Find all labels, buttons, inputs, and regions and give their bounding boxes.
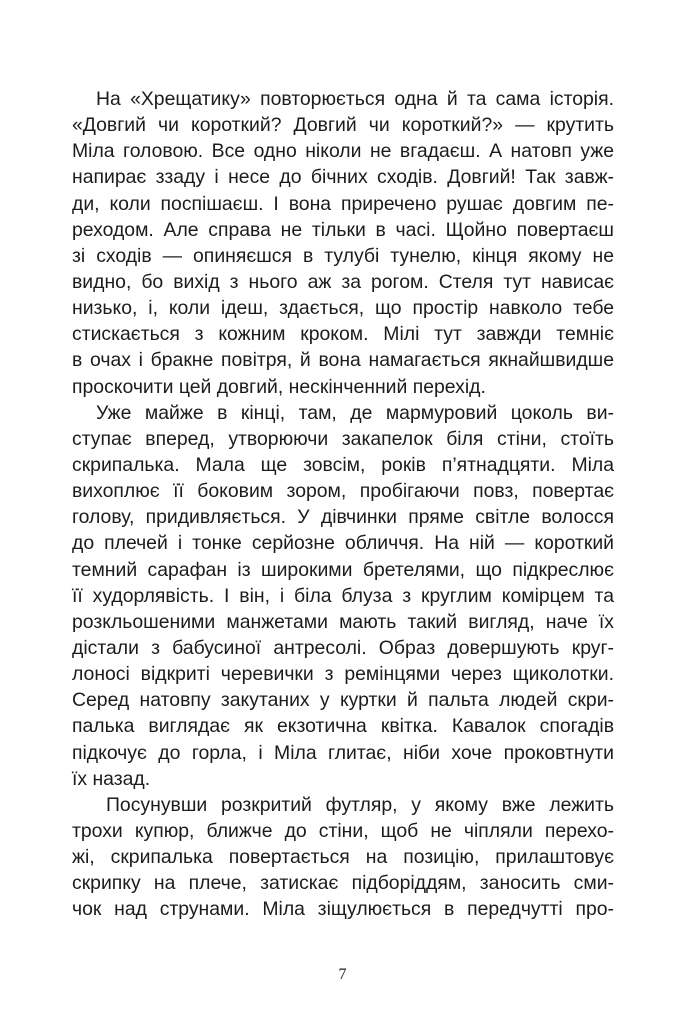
- paragraph-3: [72, 792, 614, 923]
- text-line: в очах і бракне повітря, й вона намагається якнайшвидше: [72, 349, 614, 372]
- text-line: Серед натовпу закутаних у куртки й пальта людей скри-: [72, 689, 614, 712]
- text-line: низько, і, коли ідеш, здається, що простір навколо тебе: [72, 297, 614, 320]
- text-line: скрипку на плече, затискає підборіддям, заносить сми-: [72, 872, 614, 895]
- text-line: темний сарафан із широкими бретелями, що підкреслює: [72, 558, 614, 581]
- text-line: стискається з кожним кроком. Мілі тут завжди темніє: [72, 323, 614, 346]
- text-line: Посунувши розкритий футляр, у якому вже лежить: [106, 793, 614, 816]
- text-line: ди, коли поспішаєш. І вона приречено рушає довгим пе-: [72, 192, 614, 215]
- text-line: Міла головою. Все одно ніколи не вгадаєш. А натовп уже: [72, 140, 614, 163]
- text-line: голову, придивляється. У дівчинки пряме світле волосся: [72, 506, 614, 529]
- paragraph-1: [72, 86, 614, 400]
- text-line: лоносі відкриті черевички з ремінцями через щиколотки.: [72, 663, 614, 686]
- text-line: ступає вперед, утворюючи закапелок біля стіни, стоїть: [72, 427, 614, 450]
- text-line: до плечей і тонке серйозне обличчя. На ній — короткий: [72, 532, 614, 555]
- text-line: дістали з бабусиної антресолі. Образ довершують круг-: [72, 636, 614, 659]
- text-line: трохи купюр, ближче до стіни, щоб не чіпляли перехо-: [72, 819, 614, 842]
- text-line: вихоплює її боковим зором, пробігаючи повз, повертає: [72, 480, 614, 503]
- page-body: [72, 86, 614, 923]
- text-line: скрипалька. Мала ще зовсім, років п’ятнадцяти. Міла: [72, 453, 614, 476]
- text-line: палька виглядає як екзотична квітка. Кавалок спогадів: [72, 715, 614, 738]
- text-line: підкочує до горла, і Міла глитає, ніби хоче проковтнути: [72, 741, 614, 764]
- page-number: 7: [338, 966, 347, 983]
- text-line: чок над струнами. Міла зіщулюється в передчутті про-: [72, 898, 614, 921]
- text-line: їх назад.: [72, 767, 151, 790]
- text-line: розкльошеними манжетами мають такий вигляд, наче їх: [72, 610, 614, 633]
- text-line: реходом. Але справа не тільки в часі. Щойно повертаєш: [72, 218, 614, 241]
- text-line: «Довгий чи короткий? Довгий чи короткий?» — крутить: [72, 114, 614, 137]
- paragraph-2: [72, 400, 614, 792]
- text-line: жі, скрипалька повертається на позицію, прилаштовує: [72, 846, 614, 869]
- text-line: На «Хрещатику» повторюється одна й та сама історія.: [96, 88, 614, 110]
- text-line: Уже майже в кінці, там, де мармуровий цоколь ви-: [96, 401, 614, 424]
- text-line: зі сходів — опиняєшся в тулубі тунелю, кінця якому не: [72, 244, 614, 267]
- text-line: проскочити цей довгий, нескінченний перехід.: [72, 375, 486, 398]
- text-line: напирає ззаду і несе до бічних сходів. Довгий! Так завж-: [72, 166, 614, 189]
- text-line: її худорлявість. І він, і біла блуза з круглим комірцем та: [72, 584, 614, 607]
- text-line: видно, бо вихід з нього аж за рогом. Стеля тут нависає: [72, 270, 614, 293]
